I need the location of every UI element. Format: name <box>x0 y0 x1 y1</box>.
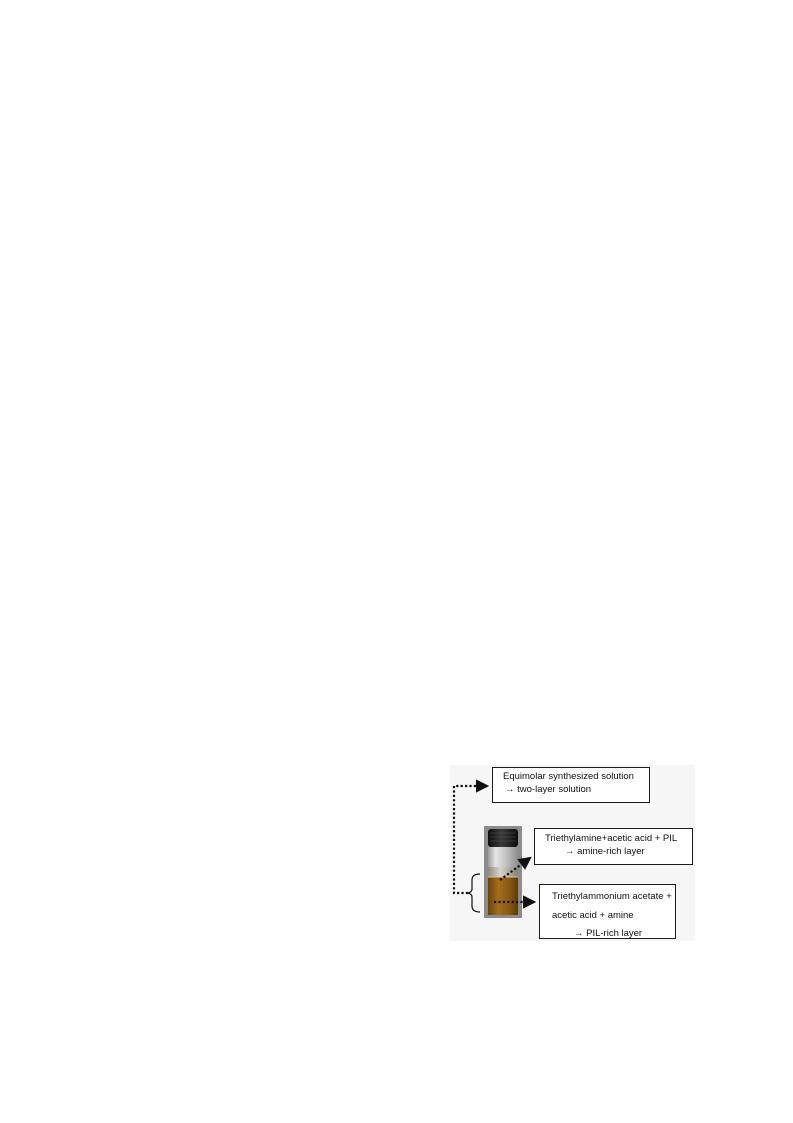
label-text: → amine-rich layer <box>565 845 645 857</box>
label-box-equimolar <box>492 767 650 803</box>
label-box-pil-rich <box>539 884 676 939</box>
label-box-amine-rich <box>534 828 693 865</box>
label-text: Triethylamine+acetic acid + PIL <box>545 833 678 844</box>
label-text: Triethylammonium acetate + <box>552 891 672 902</box>
label-text: acetic acid + amine <box>552 909 634 921</box>
label-text: Equimolar synthesized solution <box>503 771 634 782</box>
label-text: → PIL-rich layer <box>574 928 643 940</box>
label-text: → two-layer solution <box>505 783 592 795</box>
